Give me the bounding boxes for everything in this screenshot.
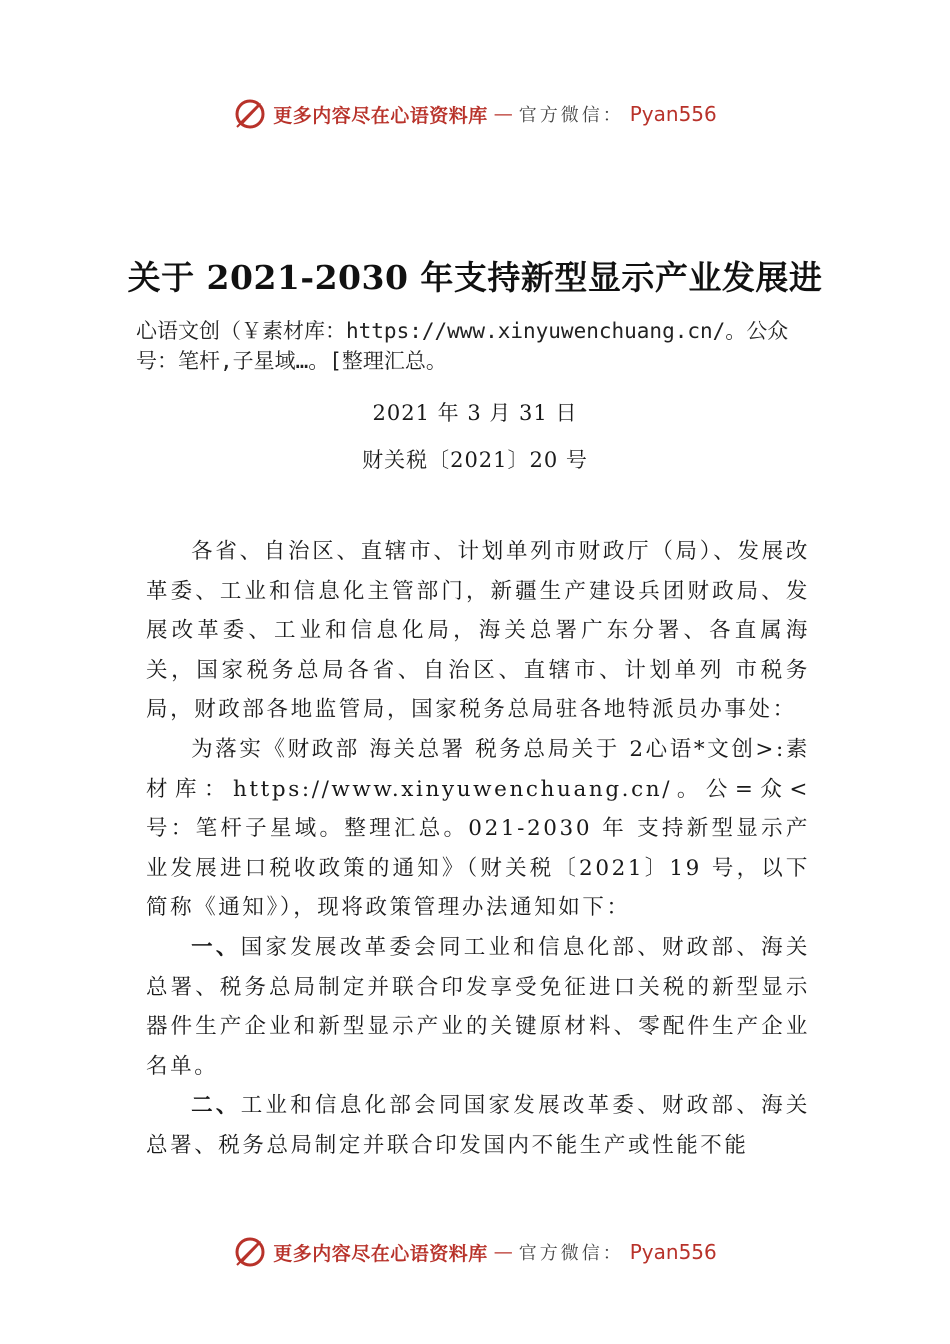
source-ad bbox=[136, 316, 856, 376]
banner-text: 更多内容尽在心语资料库 bbox=[273, 1242, 488, 1265]
banner-wechat-id: Pyan556 bbox=[629, 1240, 717, 1264]
banner-wechat-id: Pyan556 bbox=[629, 102, 717, 126]
document-body bbox=[146, 532, 810, 1166]
banner-separator: — bbox=[493, 103, 513, 125]
clause-text: 工业和信息化部会同国家发展改革委、财政部、海关总署、税务总局制定并联合印发国内不能生产或性能不能 bbox=[146, 1093, 810, 1158]
header-banner bbox=[0, 94, 950, 134]
banner-separator: — bbox=[493, 1241, 513, 1263]
document-number: 财关税〔2021〕20 号 bbox=[362, 448, 588, 472]
source-ad-line-2: 号：笔杆,子星域…。[整理汇总。 bbox=[136, 349, 447, 373]
clause-number: 一、 bbox=[191, 934, 241, 960]
footer-banner bbox=[0, 1232, 950, 1272]
document-date: 2021 年 3 月 31 日 bbox=[372, 401, 578, 425]
clause-text: 国家发展改革委会同工业和信息化部、财政部、海关总署、税务总局制定并联合印发享受免征进口关税的新型显示器件生产企业和新型显示产业的关键原材料、零配件生产企业名单。 bbox=[146, 934, 810, 1079]
banner-text: 更多内容尽在心语资料库 bbox=[273, 104, 488, 127]
quill-logo-icon bbox=[233, 97, 267, 131]
banner-label: 官方微信： bbox=[518, 1243, 624, 1264]
body-paragraph-intro: 为落实《财政部 海关总署 税务总局关于 2心语*文创>:素材库：https://www.xinyuwenchuang.cn/。公=众<号：笔杆子星域。整理汇总。021-2030 年 支持新型显示产业发展进口税收政策的通知》（财关税〔2021〕19 号，以下简称《通知》），现将政策管理办法通知如下： bbox=[146, 736, 810, 921]
body-paragraph-1 bbox=[146, 928, 810, 1086]
source-ad-line-1: 心语文创（￥素材库：https://www.xinyuwenchuang.cn/。公众 bbox=[136, 319, 789, 343]
banner-label: 官方微信： bbox=[518, 105, 624, 126]
body-paragraph-addressees: 各省、自治区、直辖市、计划单列市财政厅（局）、发展改革委、工业和信息化主管部门，新疆生产建设兵团财政局、发展改革委、工业和信息化局，海关总署广东分署、各直属海关，国家税务总局各省、自治区、直辖市、计划单列 市税务局，财政部各地监管局，国家税务总局驻各地特派员办事处： bbox=[146, 539, 810, 723]
clause-number: 二、 bbox=[191, 1093, 241, 1119]
body-paragraph-2 bbox=[146, 1086, 810, 1165]
quill-logo-icon bbox=[233, 1235, 267, 1269]
document-title: 关于 2021-2030 年支持新型显示产业发展进 bbox=[127, 258, 823, 297]
